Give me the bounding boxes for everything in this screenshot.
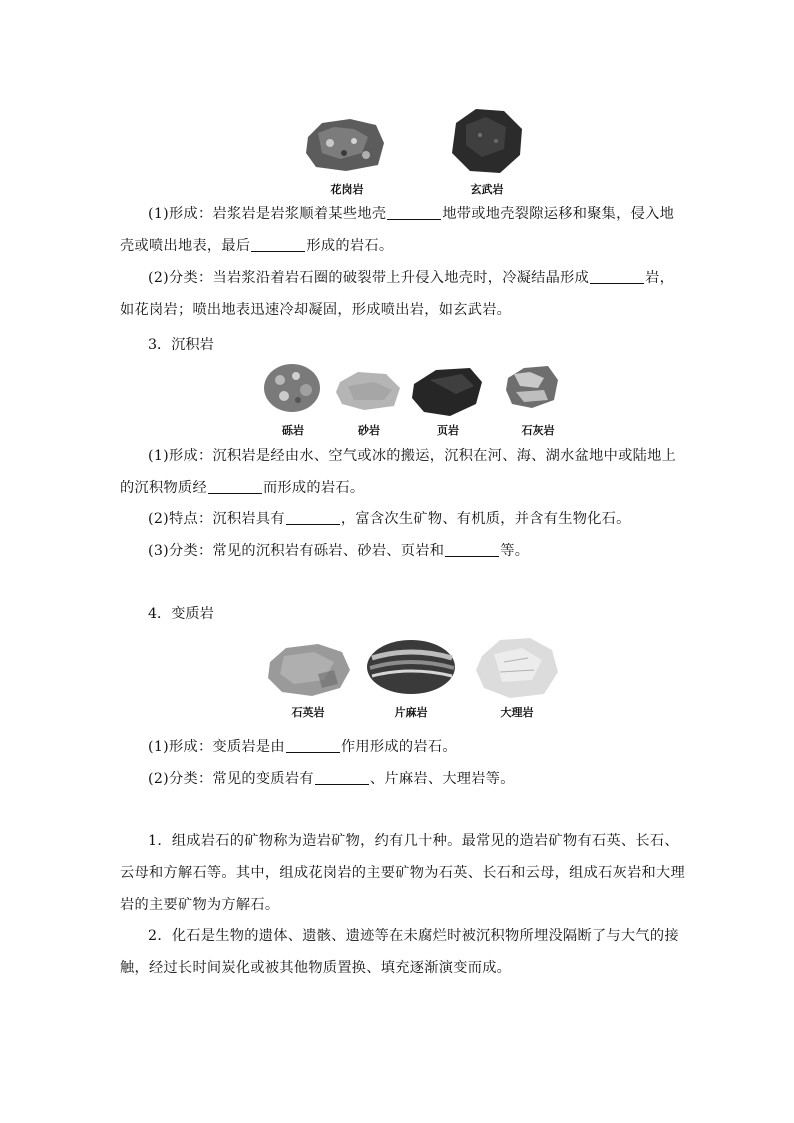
sandstone-image <box>334 368 402 412</box>
answer-blank[interactable] <box>387 205 441 220</box>
sedimentary-rock-figure <box>258 360 570 440</box>
answer-blank[interactable] <box>286 738 340 753</box>
answer-blank[interactable] <box>251 237 305 252</box>
conglomerate-image <box>262 362 322 414</box>
igneous-classification-paragraph: (2)分类：当岩浆沿着岩石圈的破裂带上升侵入地壳时，冷凝结晶形成 岩，如花岗岩；喷出地表迅速冷却凝固，形成喷出岩，如玄武岩。 <box>120 270 675 318</box>
sedimentary-feature-paragraph: (2)特点：沉积岩具有 ，富含次生矿物、有机质，并含有生物化石。 <box>148 511 631 527</box>
note-paragraph-2: 2．化石是生物的遗体、遗骸、遗迹等在未腐烂时被沉积物所埋没隔断了与大气的接触，经过长时间炭化或被其他物质置换、填充逐渐演变而成。 <box>120 928 679 976</box>
gneiss-image <box>366 638 456 696</box>
basalt-caption: 玄武岩 <box>470 183 504 196</box>
shale-caption: 页岩 <box>437 424 459 437</box>
answer-blank[interactable] <box>208 479 262 494</box>
metamorphic-rock-figure <box>262 636 566 722</box>
answer-blank[interactable] <box>445 542 499 557</box>
marble-image <box>474 636 560 700</box>
conglomerate-caption: 砾岩 <box>282 424 304 437</box>
gneiss-caption: 片麻岩 <box>394 706 428 719</box>
metamorphic-classification-paragraph: (2)分类：常见的变质岩有 、片麻岩、大理岩等。 <box>148 771 515 787</box>
quartzite-caption: 石英岩 <box>291 706 325 719</box>
igneous-formation-paragraph: (1)形成：岩浆岩是岩浆顺着某些地壳 地带或地壳裂隙运移和聚集，侵入地壳或喷出地表，最后 形成的岩石。 <box>120 206 675 254</box>
limestone-caption: 石灰岩 <box>521 424 555 437</box>
sedimentary-classification-paragraph: (3)分类：常见的沉积岩有砾岩、砂岩、页岩和 等。 <box>148 543 530 559</box>
answer-blank[interactable] <box>315 770 369 785</box>
shale-image <box>410 364 484 418</box>
basalt-image <box>446 105 526 177</box>
metamorphic-formation-paragraph: (1)形成：变质岩是由 作用形成的岩石。 <box>148 739 457 755</box>
igneous-rock-figure <box>300 105 530 195</box>
note-paragraph-1: 1．组成岩石的矿物称为造岩矿物，约有几十种。最常见的造岩矿物有石英、长石、云母和方解石等。其中，组成花岗岩的主要矿物为石英、长石和云母，组成石灰岩和大理岩的主要矿物为方解石。 <box>120 833 686 913</box>
sedimentary-heading: 3．沉积岩 <box>148 337 214 353</box>
quartzite-image <box>264 640 352 698</box>
answer-blank[interactable] <box>286 510 340 525</box>
sedimentary-formation-paragraph: (1)形成：沉积岩是经由水、空气或冰的搬运，沉积在河、海、湖水盆地中或陆地上的沉积物质经 而形成的岩石。 <box>120 448 677 496</box>
granite-image <box>304 113 386 173</box>
marble-caption: 大理岩 <box>500 706 534 719</box>
answer-blank[interactable] <box>590 269 644 284</box>
metamorphic-heading: 4．变质岩 <box>148 606 214 622</box>
sandstone-caption: 砂岩 <box>358 424 380 437</box>
granite-caption: 花岗岩 <box>330 183 364 196</box>
limestone-image <box>504 364 560 410</box>
